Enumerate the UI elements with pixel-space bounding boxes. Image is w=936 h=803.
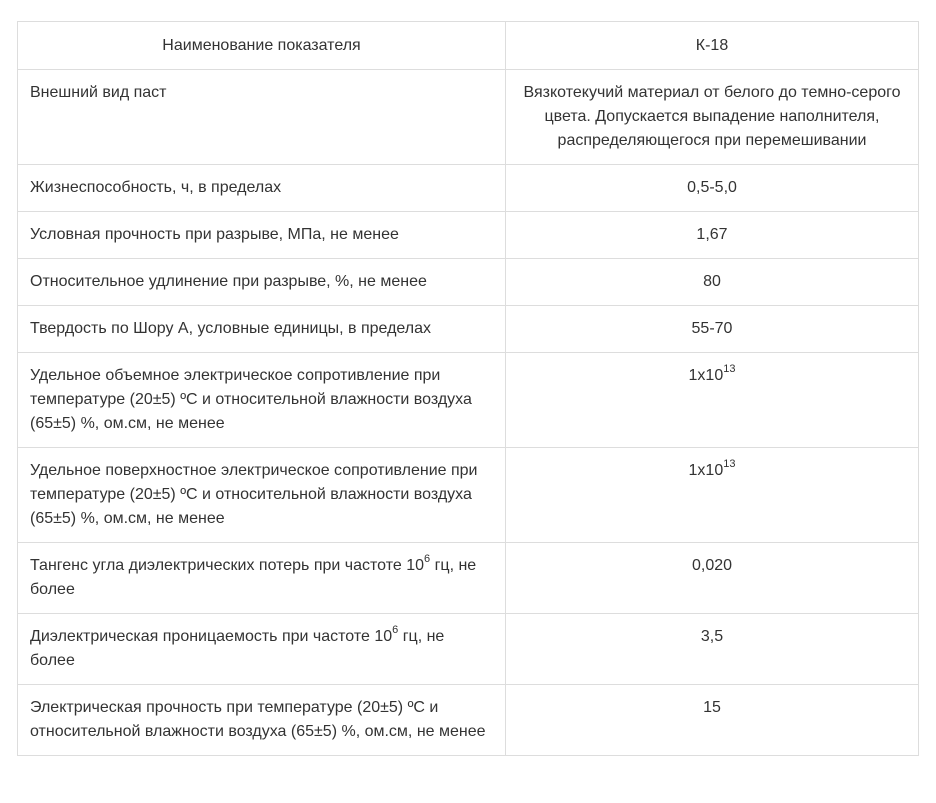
specification-table bbox=[17, 21, 919, 756]
row-name: Условная прочность при разрыве, МПа, не менее bbox=[18, 212, 506, 259]
row-name: Твердость по Шору А, условные единицы, в пределах bbox=[18, 306, 506, 353]
table-row bbox=[18, 212, 919, 259]
table-row bbox=[18, 448, 919, 543]
row-value: 1,67 bbox=[506, 212, 919, 259]
value-exponent: 13 bbox=[723, 362, 736, 375]
row-name: Электрическая прочность при температуре (20±5) ºС и относительной влажности воздуха (65±5) %, ом.см, не менее bbox=[18, 685, 506, 756]
row-name: Жизнеспособность, ч, в пределах bbox=[18, 165, 506, 212]
row-value: 80 bbox=[506, 259, 919, 306]
table-row bbox=[18, 543, 919, 614]
name-text: Тангенс угла диэлектрических потерь при частоте 10 bbox=[30, 557, 424, 574]
row-name: Удельное объемное электрическое сопротивление при температуре (20±5) ºС и относительной влажности воздуха (65±5) %, ом.см, не менее bbox=[18, 353, 506, 448]
row-value bbox=[506, 353, 919, 448]
row-value: 15 bbox=[506, 685, 919, 756]
table-row bbox=[18, 165, 919, 212]
table-row bbox=[18, 614, 919, 685]
name-text: Диэлектрическая проницаемость при частоте 10 bbox=[30, 628, 393, 645]
table-body bbox=[18, 70, 919, 756]
row-name: Относительное удлинение при разрыве, %, не менее bbox=[18, 259, 506, 306]
row-value: 0,5-5,0 bbox=[506, 165, 919, 212]
table-row bbox=[18, 306, 919, 353]
name-text-end: гц, не более bbox=[30, 557, 477, 598]
row-name bbox=[18, 543, 506, 614]
header-row bbox=[18, 22, 919, 70]
name-text-end: гц, не более bbox=[30, 628, 445, 669]
name-exponent: 6 bbox=[392, 623, 399, 636]
value-base: 1х10 bbox=[688, 367, 724, 384]
row-value: Вязкотекучий материал от белого до темно-серого цвета. Допускается выпадение наполнителя, распределяющегося при перемешивании bbox=[506, 70, 919, 165]
name-exponent: 6 bbox=[424, 552, 431, 565]
row-value bbox=[506, 448, 919, 543]
table-row bbox=[18, 685, 919, 756]
row-value: 0,020 bbox=[506, 543, 919, 614]
table-row bbox=[18, 259, 919, 306]
row-name: Удельное поверхностное электрическое сопротивление при температуре (20±5) ºС и относительной влажности воздуха (65±5) %, ом.см, не менее bbox=[18, 448, 506, 543]
row-value: 55-70 bbox=[506, 306, 919, 353]
value-base: 1х10 bbox=[688, 462, 724, 479]
value-exponent: 13 bbox=[723, 457, 736, 470]
header-value: К-18 bbox=[506, 22, 919, 70]
header-name: Наименование показателя bbox=[18, 22, 506, 70]
table-row bbox=[18, 353, 919, 448]
row-name bbox=[18, 614, 506, 685]
table-header bbox=[18, 22, 919, 70]
row-name: Внешний вид паст bbox=[18, 70, 506, 165]
row-value: 3,5 bbox=[506, 614, 919, 685]
table-row bbox=[18, 70, 919, 165]
